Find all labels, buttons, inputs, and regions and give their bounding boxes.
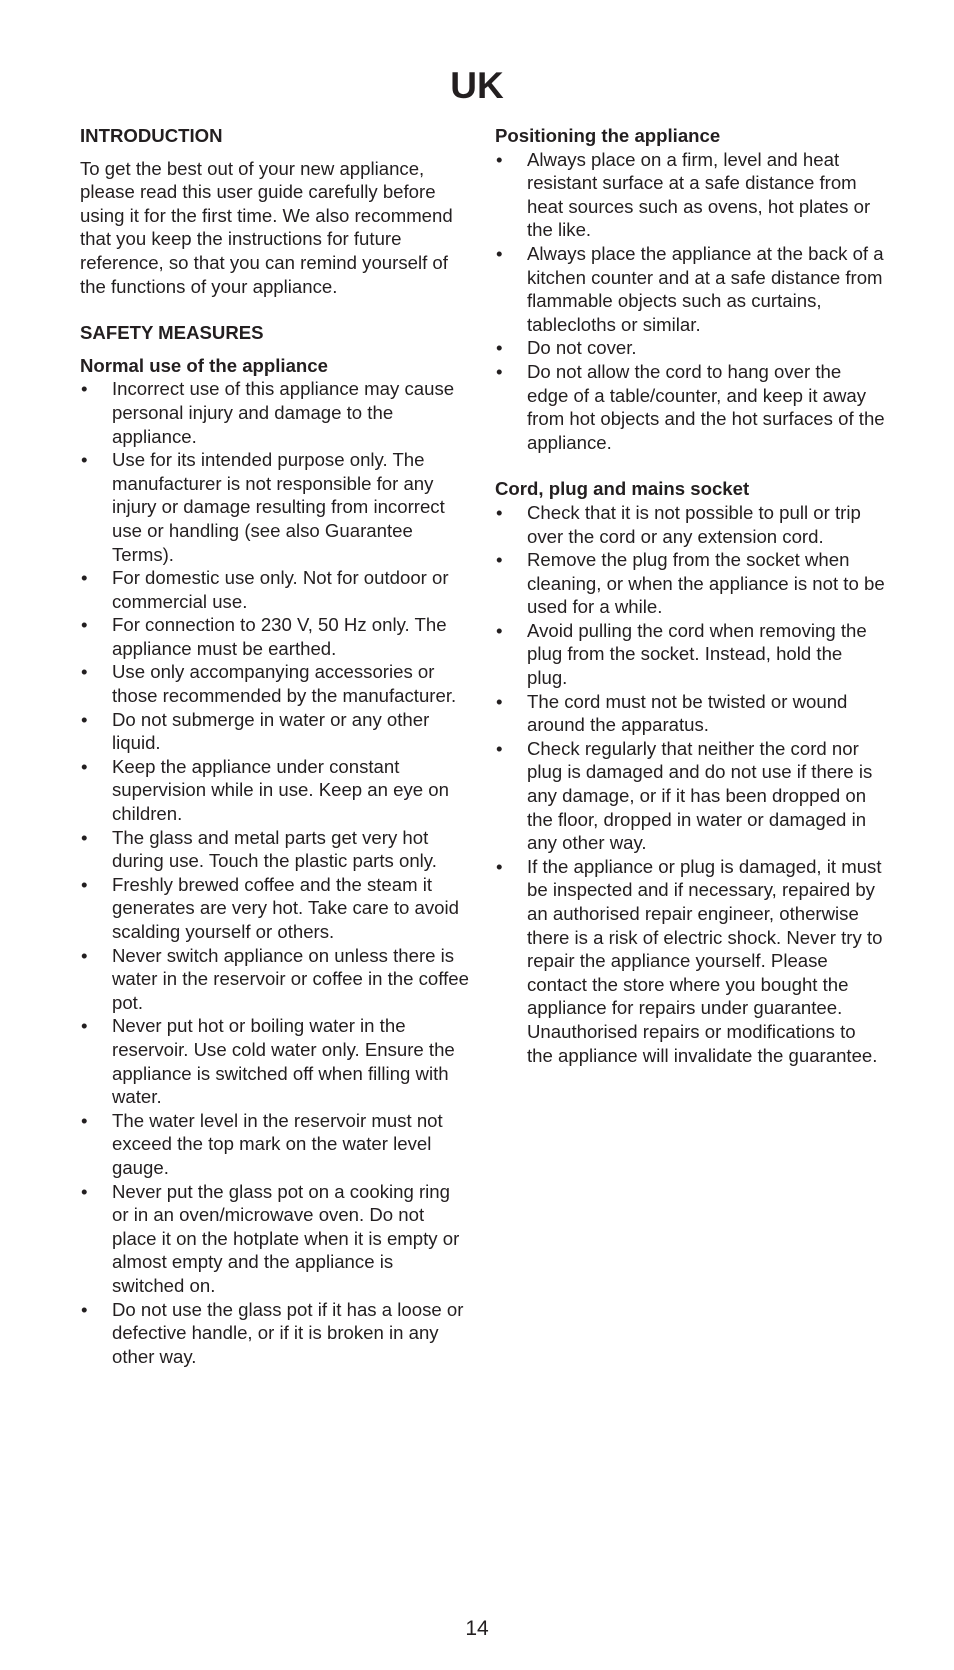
list-item-text: Keep the appliance under constant supervision while in use. Keep an eye on children.: [112, 755, 449, 825]
list-item-text: Always place on a firm, level and heat resistant surface at a safe distance from heat sources such as ovens, hot plates or the like.: [527, 148, 871, 241]
list-item-text: Use for its intended purpose only. The manufacturer is not responsible for any injury or damage resulting from incorrect use or handling (see also Guarantee Terms).: [112, 449, 445, 565]
list-item: [80, 613, 470, 660]
introduction-text: To get the best out of your new appliance, please read this user guide carefully before using it for the first time. We also recommend that you keep the instructions for future reference, so that you can remind yourself of the functions of your appliance.: [80, 157, 453, 297]
bullet-icon: •: [496, 360, 503, 382]
list-item: [80, 1180, 470, 1298]
left-column: [80, 124, 470, 1368]
bullet-icon: •: [81, 873, 88, 895]
bullet-icon: •: [81, 708, 88, 730]
list-item-text: Never switch appliance on unless there is water in the reservoir or coffee in the coffee pot.: [112, 944, 469, 1013]
list-item: [80, 826, 470, 873]
list-item: [80, 1298, 470, 1369]
list-item: [80, 448, 470, 566]
list-item-text: The glass and metal parts get very hot during use. Touch the plastic parts only.: [112, 826, 437, 872]
bullet-icon: •: [81, 567, 88, 589]
list-item: [495, 501, 885, 548]
bullet-icon: •: [496, 501, 503, 523]
bullet-icon: •: [81, 661, 88, 683]
list-item-text: For connection to 230 V, 50 Hz only. The appliance must be earthed.: [112, 614, 447, 659]
list-item: [80, 755, 470, 826]
list-item: [495, 242, 885, 336]
list-item-text: The water level in the reservoir must not exceed the top mark on the water level gauge.: [112, 1109, 443, 1178]
list-item-text: Always place the appliance at the back of a kitchen counter and at a safe distance from flammable objects such as curtains, tablecloths or similar.: [527, 242, 884, 335]
list-item: [80, 660, 470, 707]
list-item-text: Avoid pulling the cord when removing the plug from the socket. Instead, hold the plug.: [527, 619, 867, 689]
list-item-text: Do not allow the cord to hang over the edge of a table/counter, and keep it away from hot objects and the hot surfaces of the appliance.: [527, 360, 885, 453]
bullet-icon: •: [496, 549, 503, 571]
cord-plug-list: [495, 501, 885, 1067]
list-item: [80, 377, 470, 448]
safety-measures-heading: SAFETY MEASURES: [80, 322, 264, 344]
normal-use-list: [80, 377, 470, 1368]
list-item: [495, 360, 885, 454]
bullet-icon: •: [496, 737, 503, 759]
bullet-icon: •: [81, 449, 88, 471]
bullet-icon: •: [496, 148, 503, 170]
bullet-icon: •: [81, 755, 88, 777]
list-item-text: For domestic use only. Not for outdoor or commercial use.: [112, 567, 449, 612]
list-item: [80, 873, 470, 944]
bullet-icon: •: [496, 337, 503, 359]
normal-use-heading: Normal use of the appliance: [80, 354, 328, 376]
list-item: [80, 566, 470, 613]
page-title: UK: [450, 65, 504, 106]
list-item: [495, 619, 885, 690]
list-item: [80, 944, 470, 1015]
bullet-icon: •: [496, 690, 503, 712]
list-item: [495, 737, 885, 855]
list-item-text: Incorrect use of this appliance may cause personal injury and damage to the appliance.: [112, 378, 455, 447]
positioning-list: [495, 148, 885, 455]
list-item: [495, 855, 885, 1067]
list-item-text: If the appliance or plug is damaged, it must be inspected and if necessary, repaired by an authorised repair engineer, otherwise there is a risk of electric shock. Never try to repair the appliance yourself. Please contact the store where you bought the appliance for repairs under guarantee. Unauthorised repairs or modifications to the appliance will invalidate the guarantee.: [527, 855, 883, 1066]
list-item-text: Use only accompanying accessories or those recommended by the manufacturer.: [112, 661, 457, 707]
introduction-heading: INTRODUCTION: [80, 125, 223, 146]
page-number: 14: [465, 1617, 489, 1640]
bullet-icon: •: [81, 1109, 88, 1131]
bullet-icon: •: [496, 242, 503, 264]
list-item-text: Do not submerge in water or any other liquid.: [112, 708, 430, 754]
bullet-icon: •: [496, 619, 503, 641]
list-item: [495, 690, 885, 737]
list-item-text: Freshly brewed coffee and the steam it generates are very hot. Take care to avoid scalding yourself or others.: [112, 873, 459, 942]
list-item-text: Never put the glass pot on a cooking ring or in an oven/microwave oven. Do not place it on the hotplate when it is empty or almost empty and the appliance is switched on.: [112, 1180, 460, 1296]
list-item: [80, 1109, 470, 1180]
bullet-icon: •: [81, 614, 88, 636]
bullet-icon: •: [81, 378, 88, 400]
positioning-heading: Positioning the appliance: [495, 125, 721, 146]
list-item-text: Do not use the glass pot if it has a loose or defective handle, or if it is broken in any other way.: [112, 1298, 464, 1367]
list-item: [80, 1014, 470, 1108]
bullet-icon: •: [81, 944, 88, 966]
list-item-text: Do not cover.: [527, 337, 637, 359]
bullet-icon: •: [81, 1015, 88, 1037]
list-item: [495, 548, 885, 619]
list-item-text: Check regularly that neither the cord nor plug is damaged and do not use if there is any damage, or if it has been dropped on the floor, dropped in water or damaged in any other way.: [527, 737, 873, 854]
right-column: [495, 124, 885, 1067]
list-item-text: Check that it is not possible to pull or trip over the cord or any extension cord.: [527, 501, 861, 547]
list-item-text: Remove the plug from the socket when cleaning, or when the appliance is not to be used for a while.: [527, 549, 885, 618]
list-item-text: Never put hot or boiling water in the reservoir. Use cold water only. Ensure the appliance is switched off when filling with water.: [112, 1015, 455, 1108]
bullet-icon: •: [81, 1180, 88, 1202]
list-item-text: The cord must not be twisted or wound around the apparatus.: [527, 690, 848, 736]
list-item: [495, 336, 885, 360]
bullet-icon: •: [496, 855, 503, 877]
bullet-icon: •: [81, 826, 88, 848]
list-item: [80, 708, 470, 755]
list-item: [495, 148, 885, 242]
cord-plug-heading: Cord, plug and mains socket: [495, 478, 750, 500]
bullet-icon: •: [81, 1298, 88, 1320]
